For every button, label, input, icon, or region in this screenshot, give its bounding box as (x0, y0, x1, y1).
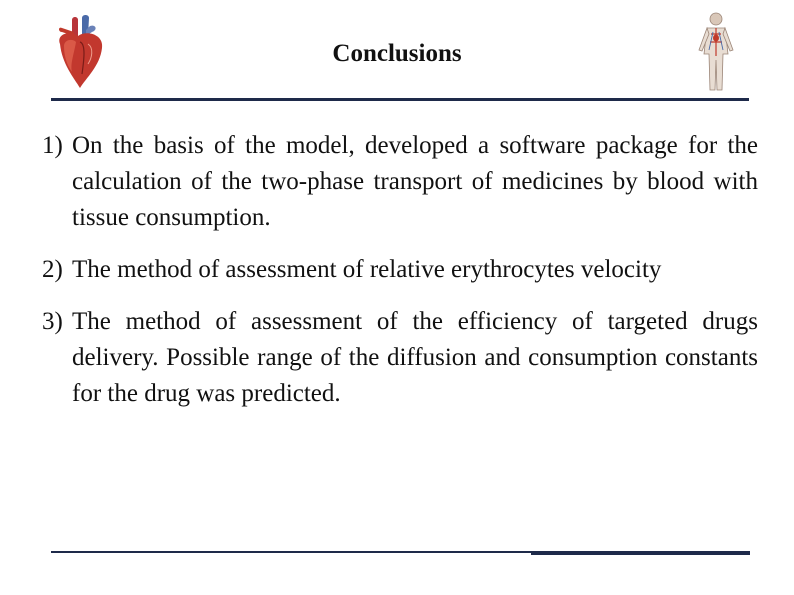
item-number: 2) (42, 256, 63, 283)
human-body-icon (693, 10, 739, 94)
item-text: On the basis of the model, developed a software package for the calculation of the two-phase transport of medicines by blood with tissue consumption. (72, 132, 758, 231)
slide-title: Conclusions (332, 40, 462, 67)
conclusions-list (42, 128, 758, 428)
footer-rule-left (51, 551, 531, 553)
item-text: The method of assessment of relative erythrocytes velocity (72, 256, 662, 283)
item-number: 1) (42, 132, 63, 159)
list-item (42, 128, 758, 236)
list-item (42, 304, 758, 412)
list-item (42, 252, 758, 288)
item-number: 3) (42, 308, 63, 335)
item-text: The method of assessment of the efficiency of targeted drugs delivery. Possible range of the diffusion and consumption constants for the drug was predicted. (72, 308, 758, 407)
title-underline (51, 98, 749, 101)
footer-rule-right (531, 551, 750, 555)
